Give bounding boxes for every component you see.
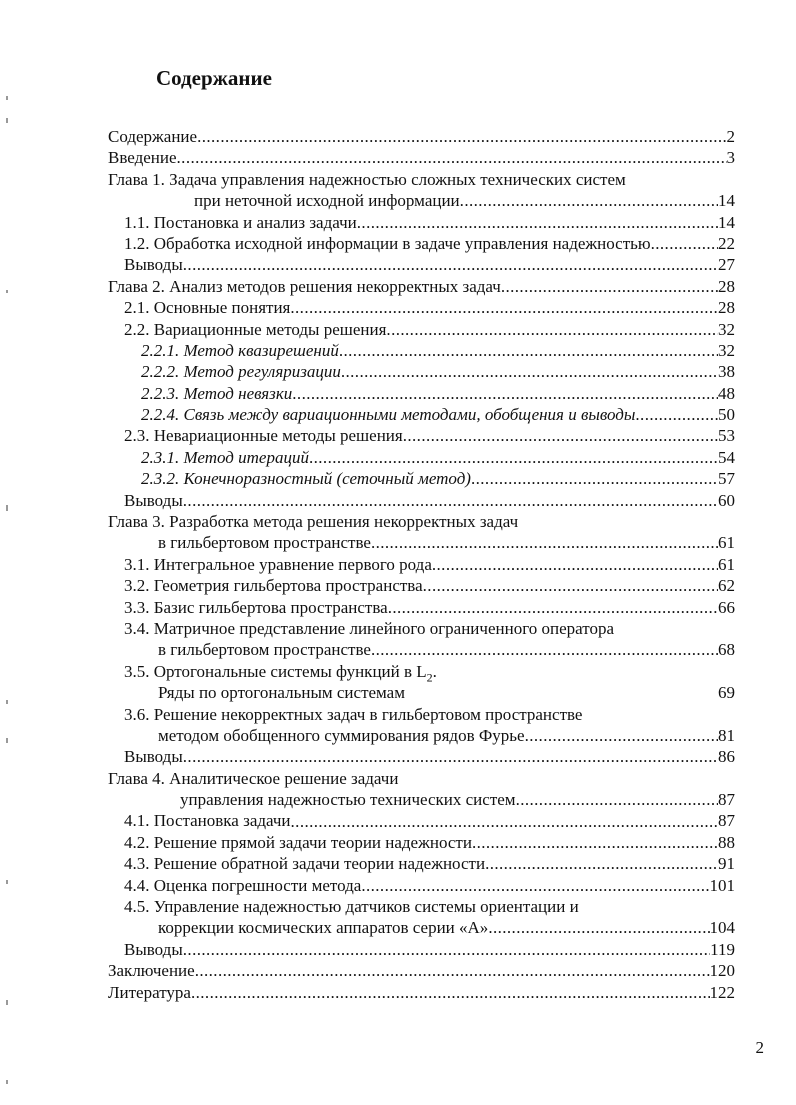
toc-entry-2-2-1[interactable]: 2.2.1. Метод квазирешений ..... 32	[108, 340, 735, 361]
toc-entry-2-3-2[interactable]: 2.3.2. Конечноразностный (сеточный метод) ..... 57	[108, 468, 735, 489]
toc-entry-chapter-2[interactable]: Глава 2. Анализ методов решения некорректных задач ..... 28	[108, 276, 735, 297]
toc-entry-4-5[interactable]: 4.5. Управление надежностью датчиков системы ориентации и	[124, 897, 579, 917]
toc-entry-3-1[interactable]: 3.1. Интегральное уравнение первого рода ..... 61	[108, 554, 735, 575]
toc-entry-3-6-cont[interactable]: методом обобщенного суммирования рядов Фурье ..... 81	[108, 725, 735, 746]
toc-entry-conclusions-1[interactable]: Выводы ..... 27	[108, 254, 735, 275]
toc-entry-2-3-1[interactable]: 2.3.1. Метод итераций ..... 54	[108, 447, 735, 468]
toc-entry-literature[interactable]: Литература ..... 122	[108, 982, 735, 1003]
toc-entry-3-3[interactable]: 3.3. Базис гильбертова пространства ..... 66	[108, 597, 735, 618]
toc-entry-2-2-2[interactable]: 2.2.2. Метод регуляризации ..... 38	[108, 361, 735, 382]
toc-entry-conclusion[interactable]: Заключение ..... 120	[108, 960, 735, 981]
toc-entry-2-1[interactable]: 2.1. Основные понятия ..... 28	[108, 297, 735, 318]
toc-entry-introduction[interactable]: Введение ..... 3	[108, 147, 735, 168]
toc-entry-3-5-cont[interactable]: Ряды по ортогональным системам 69	[158, 683, 735, 703]
toc-entry-4-5-cont[interactable]: коррекции космических аппаратов серии «А» ..... 104	[108, 917, 735, 938]
toc-entry-3-6[interactable]: 3.6. Решение некорректных задач в гильбертовом пространстве	[124, 704, 583, 724]
toc-entry-2-3[interactable]: 2.3. Невариационные методы решения ..... 53	[108, 425, 735, 446]
toc-entry-2-2-3[interactable]: 2.2.3. Метод невязки ..... 48	[108, 383, 735, 404]
toc-entry-contents[interactable]: Содержание ..... 2	[108, 126, 735, 147]
toc-entry-chapter-3-cont[interactable]: в гильбертовом пространстве ..... 61	[108, 532, 735, 553]
toc-entry-conclusions-4[interactable]: Выводы ..... 119	[108, 939, 735, 960]
page-title: Содержание	[156, 66, 272, 90]
toc-entry-3-4[interactable]: 3.4. Матричное представление линейного ограниченного оператора	[124, 618, 614, 638]
toc-entry-chapter-4-cont[interactable]: управления надежностью технических систем ..... 87	[108, 789, 735, 810]
toc-entry-3-2[interactable]: 3.2. Геометрия гильбертова пространства ..... 62	[108, 575, 735, 596]
toc-entry-chapter-4[interactable]: Глава 4. Аналитическое решение задачи	[108, 768, 399, 788]
toc-entry-conclusions-2[interactable]: Выводы ..... 60	[108, 490, 735, 511]
toc-entry-2-2-4[interactable]: 2.2.4. Связь между вариационными методами, обобщения и выводы ..... 50	[108, 404, 735, 425]
toc-entry-3-4-cont[interactable]: в гильбертовом пространстве ..... 68	[108, 639, 735, 660]
toc-entry-conclusions-3[interactable]: Выводы ..... 86	[108, 746, 735, 767]
toc-entry-4-3[interactable]: 4.3. Решение обратной задачи теории надежности ..... 91	[108, 853, 735, 874]
toc-entry-4-4[interactable]: 4.4. Оценка погрешности метода ..... 101	[108, 875, 735, 896]
toc-entry-4-2[interactable]: 4.2. Решение прямой задачи теории надежности ..... 88	[108, 832, 735, 853]
toc-entry-1-1[interactable]: 1.1. Постановка и анализ задачи ..... 14	[108, 212, 735, 233]
toc-entry-chapter-1[interactable]: Глава 1. Задача управления надежностью сложных технических систем	[108, 169, 626, 189]
toc-entry-3-5[interactable]: 3.5. Ортогональные системы функций в $L_2$.	[124, 661, 437, 685]
toc-entry-1-2[interactable]: 1.2. Обработка исходной информации в задаче управления надежностью ..... 22	[108, 233, 735, 254]
page-number: 2	[755, 1038, 764, 1057]
table-of-contents	[108, 126, 735, 1003]
toc-entry-4-1[interactable]: 4.1. Постановка задачи ..... 87	[108, 811, 735, 832]
toc-entry-chapter-3[interactable]: Глава 3. Разработка метода решения некорректных задач	[108, 512, 519, 532]
toc-entry-chapter-1-cont[interactable]: при неточной исходной информации ..... 14	[108, 190, 735, 211]
toc-entry-2-2[interactable]: 2.2. Вариационные методы решения ..... 32	[108, 319, 735, 340]
